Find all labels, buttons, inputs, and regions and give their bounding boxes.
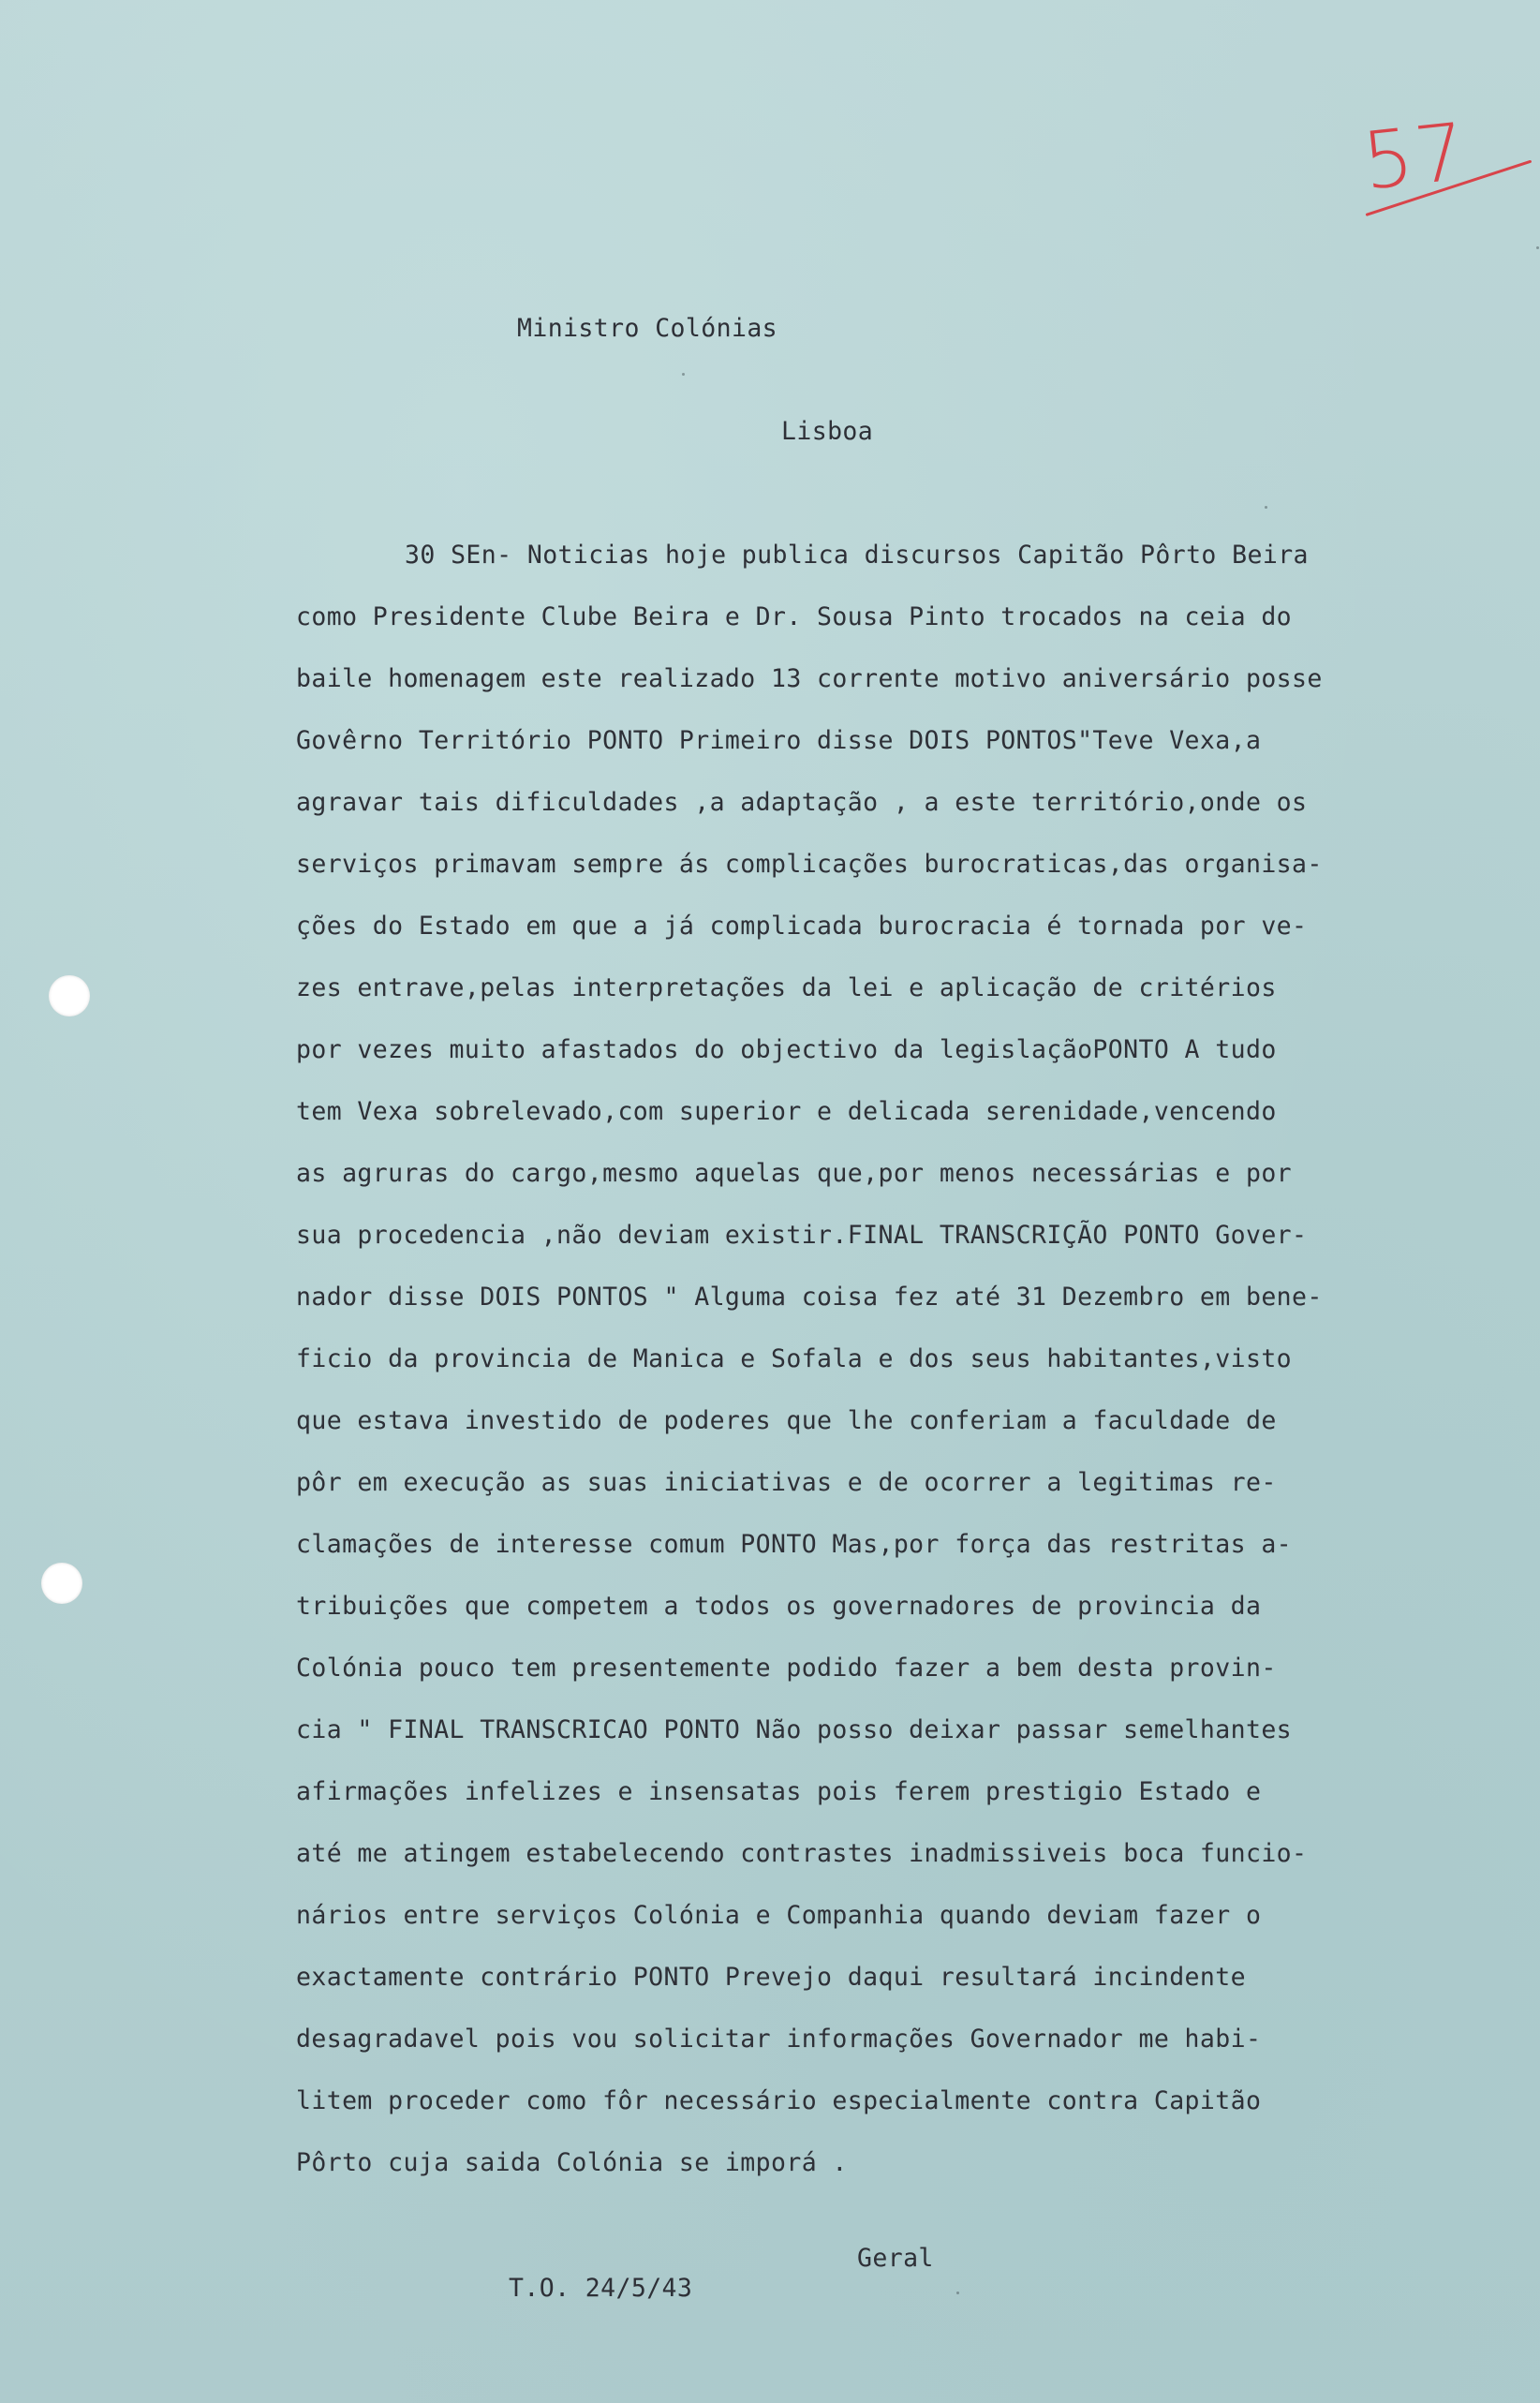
punch-hole-lower [41, 1563, 82, 1604]
body-line: nários entre serviços Colónia e Companhia quando deviam fazer o [296, 1901, 1262, 1930]
body-line: baile homenagem este realizado 13 corrente motivo aniversário posse [296, 664, 1323, 693]
folio-number: 57 [1358, 105, 1472, 208]
paper-speck [1265, 506, 1267, 509]
body-line: como Presidente Clube Beira e Dr. Sousa Pinto trocados na ceia do [296, 602, 1293, 631]
body-line: nador disse DOIS PONTOS " Alguma coisa fez até 31 Dezembro em bene- [296, 1283, 1323, 1312]
body-line: zes entrave,pelas interpretações da lei e aplicação de critérios [296, 973, 1277, 1002]
body-line: litem proceder como fôr necessário especialmente contra Capitão [296, 2086, 1262, 2115]
paper-speck [1536, 246, 1539, 249]
body-line: tribuições que competem a todos os governadores de provincia da [296, 1592, 1262, 1621]
paper-speck [951, 1608, 954, 1610]
reference-number: T.O. 24/5/43 [509, 2274, 693, 2303]
body-line: afirmações infelizes e insensatas pois ferem prestigio Estado e [296, 1777, 1262, 1806]
body-line: Pôrto cuja saida Colónia se imporá . [296, 2148, 848, 2177]
paper-speck [682, 373, 685, 376]
punch-hole-upper [49, 975, 90, 1016]
paper-speck [956, 2292, 959, 2294]
body-line: 30 SEn- Noticias hoje publica discursos Capitão Pôrto Beira [405, 541, 1309, 570]
body-line: cia " FINAL TRANSCRICAO PONTO Não posso deixar passar semelhantes [296, 1715, 1293, 1744]
body-line: sua procedencia ,não deviam existir.FINAL TRANSCRIÇÃO PONTO Gover- [296, 1221, 1308, 1250]
city: Lisboa [781, 417, 874, 446]
body-line: serviços primavam sempre ás complicações burocraticas,das organisa- [296, 850, 1323, 879]
closing-signature: Geral [857, 2244, 934, 2273]
body-line: até me atingem estabelecendo contrastes inadmissiveis boca funcio- [296, 1839, 1308, 1868]
body-line: que estava investido de poderes que lhe conferiam a faculdade de [296, 1406, 1277, 1435]
addressee: Ministro Colónias [517, 314, 778, 343]
body-line: clamações de interesse comum PONTO Mas,por força das restritas a- [296, 1530, 1293, 1559]
body-line: as agruras do cargo,mesmo aquelas que,por menos necessárias e por [296, 1159, 1293, 1188]
body-line: ções do Estado em que a já complicada burocracia é tornada por ve- [296, 912, 1308, 941]
body-line: ficio da provincia de Manica e Sofala e dos seus habitantes,visto [296, 1344, 1293, 1373]
body-line: exactamente contrário PONTO Prevejo daqui resultará incindente [296, 1963, 1246, 1992]
body-line: pôr em execução as suas iniciativas e de ocorrer a legitimas re- [296, 1468, 1277, 1497]
body-line: desagradavel pois vou solicitar informações Governador me habi- [296, 2025, 1262, 2054]
body-line: agravar tais dificuldades ,a adaptação , a este território,onde os [296, 788, 1308, 817]
body-line: tem Vexa sobrelevado,com superior e delicada serenidade,vencendo [296, 1097, 1277, 1126]
body-line: Govêrno Território PONTO Primeiro disse DOIS PONTOS"Teve Vexa,a [296, 726, 1262, 755]
body-line: por vezes muito afastados do objectivo da legislaçãoPONTO A tudo [296, 1035, 1277, 1064]
body-line: Colónia pouco tem presentemente podido fazer a bem desta provin- [296, 1654, 1277, 1683]
